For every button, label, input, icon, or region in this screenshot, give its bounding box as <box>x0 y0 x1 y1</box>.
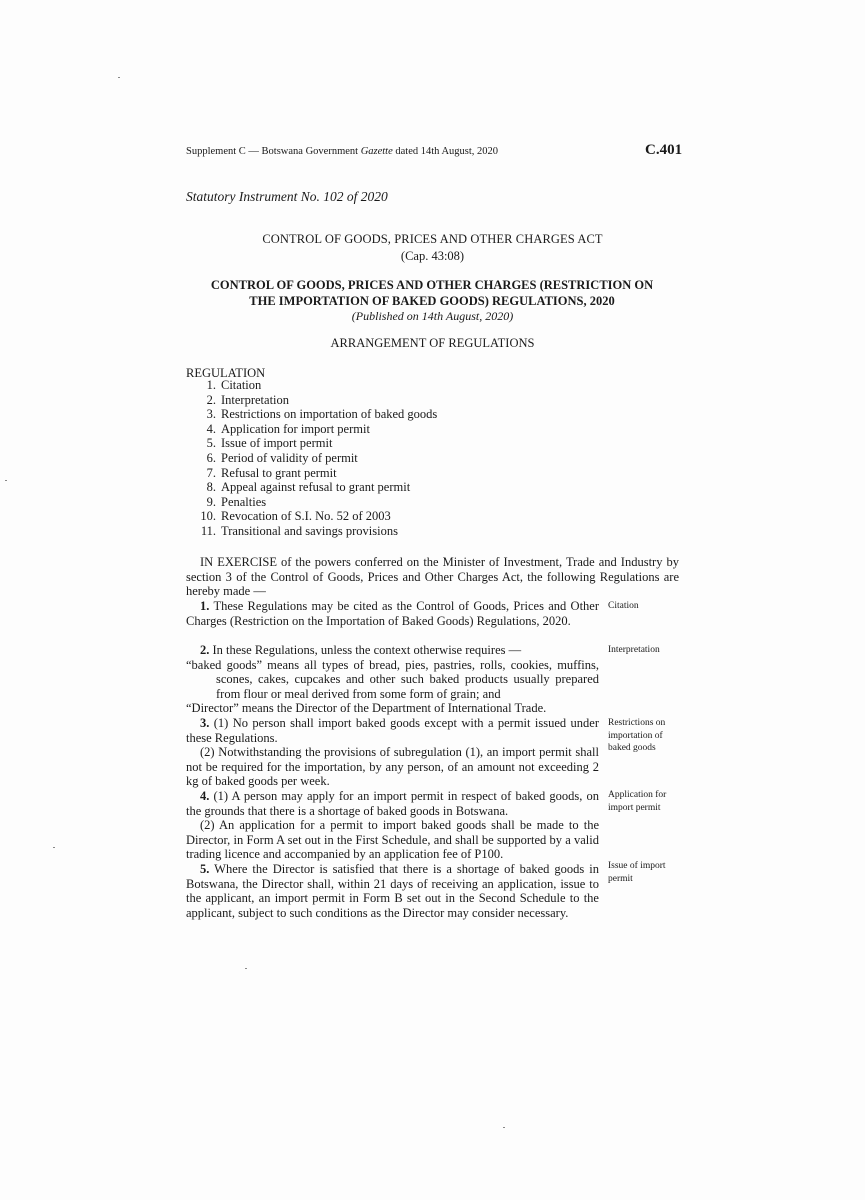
regulations-title <box>186 277 678 309</box>
toc-list <box>186 378 437 539</box>
section-number: 1. <box>200 599 210 613</box>
header-gazette-word: Gazette <box>360 146 393 157</box>
regulations-title-line1: CONTROL OF GOODS, PRICES AND OTHER CHARGES (RESTRICTION ON <box>210 278 654 292</box>
publication-date: (Published on 14th August, 2020) <box>351 309 514 323</box>
section-number: 4. <box>200 789 210 803</box>
section-1 <box>186 599 599 628</box>
margin-note-interpretation: Interpretation <box>608 645 660 655</box>
section-number: 5. <box>200 862 210 876</box>
toc-item: 9. Penalties <box>206 494 267 509</box>
preamble-text: IN EXERCISE of the powers conferred on the Minister of Investment, Trade and Industry by section 3 of the Control of Goods, Prices and Other Charges Act, the following Regulations are hereby made — <box>186 555 679 599</box>
scan-speck <box>53 847 55 848</box>
subsection-text: (2) An application for a permit to import baked goods shall be made to the Director, in Form A set out in the First Schedule, and shall be supported by a valid trading licence and accompanied by an application fee of P100. <box>186 818 599 862</box>
margin-note-application: Application for import permit <box>608 790 667 813</box>
regulations-title-line2: THE IMPORTATION OF BAKED GOODS) REGULATIONS, 2020 <box>249 294 615 308</box>
act-title: CONTROL OF GOODS, PRICES AND OTHER CHARGES ACT <box>262 232 603 246</box>
section-text: (1) A person may apply for an import permit in respect of baked goods, on the grounds that there is a shortage of baked goods in Botswana. <box>186 789 599 818</box>
preamble <box>186 555 679 599</box>
toc-item: 1. Citation <box>206 378 262 392</box>
scan-speck <box>5 480 7 481</box>
toc-item: 7. Refusal to grant permit <box>206 465 337 480</box>
toc-item: 11. Transitional and savings provisions <box>200 523 398 538</box>
toc-item: 2. Interpretation <box>206 392 290 407</box>
arrangement-heading: ARRANGEMENT OF REGULATIONS <box>330 336 535 350</box>
act-chapter: (Cap. 43:08) <box>400 249 465 263</box>
header-prefix: Supplement C — Botswana Government <box>186 146 359 157</box>
section-number: 3. <box>200 716 210 730</box>
section-text: In these Regulations, unless the context otherwise requires — <box>212 643 522 657</box>
statutory-instrument-number: Statutory Instrument No. 102 of 2020 <box>186 189 388 204</box>
margin-note-citation: Citation <box>608 601 639 611</box>
scan-speck <box>118 77 120 78</box>
header-suffix: dated 14th August, 2020 <box>395 146 499 157</box>
section-2 <box>186 643 599 716</box>
section-4 <box>186 789 599 862</box>
section-3 <box>186 716 599 789</box>
toc-item: 8. Appeal against refusal to grant permit <box>206 480 411 495</box>
margin-note-issue: Issue of import permit <box>608 861 666 884</box>
scan-speck <box>503 1127 505 1128</box>
toc-item: 6. Period of validity of permit <box>206 450 358 465</box>
toc-heading: REGULATION <box>186 366 266 380</box>
definition-baked-goods: “baked goods” means all types of bread, pies, pastries, rolls, cookies, muffins, scones, cakes, cupcakes and other such baked products usually prepared from flour or meal derived from some form of grain; and <box>186 657 599 701</box>
toc-item: 4. Application for import permit <box>206 421 370 436</box>
subsection-text: (2) Notwithstanding the provisions of subregulation (1), an import permit shall not be required for the importation, by any person, of an amount not exceeding 2 kg of baked goods per week. <box>186 745 599 789</box>
section-number: 2. <box>200 643 210 657</box>
toc-item: 3. Restrictions on importation of baked goods <box>206 407 438 422</box>
gazette-header <box>186 146 498 157</box>
scan-speck <box>245 968 247 969</box>
toc-item: 5. Issue of import permit <box>206 436 333 451</box>
section-5 <box>186 862 599 920</box>
margin-note-restrictions: Restrictions on importation of baked goods <box>608 718 666 753</box>
definition-director: “Director” means the Director of the Department of International Trade. <box>186 701 547 716</box>
section-text: These Regulations may be cited as the Control of Goods, Prices and Other Charges (Restriction on the Importation of Baked Goods) Regulations, 2020. <box>186 599 600 628</box>
page-number: C.401 <box>645 142 683 158</box>
section-text: Where the Director is satisfied that there is a shortage of baked goods in Botswana, the Director shall, within 21 days of receiving an application, issue to the applicant, an import permit in Form B set out in the Second Schedule to the applicant, subject to such conditions as the Director may consider necessary. <box>186 862 599 920</box>
toc-item: 10. Revocation of S.I. No. 52 of 2003 <box>200 509 391 524</box>
section-text: (1) No person shall import baked goods except with a permit issued under these Regulations. <box>186 716 599 745</box>
